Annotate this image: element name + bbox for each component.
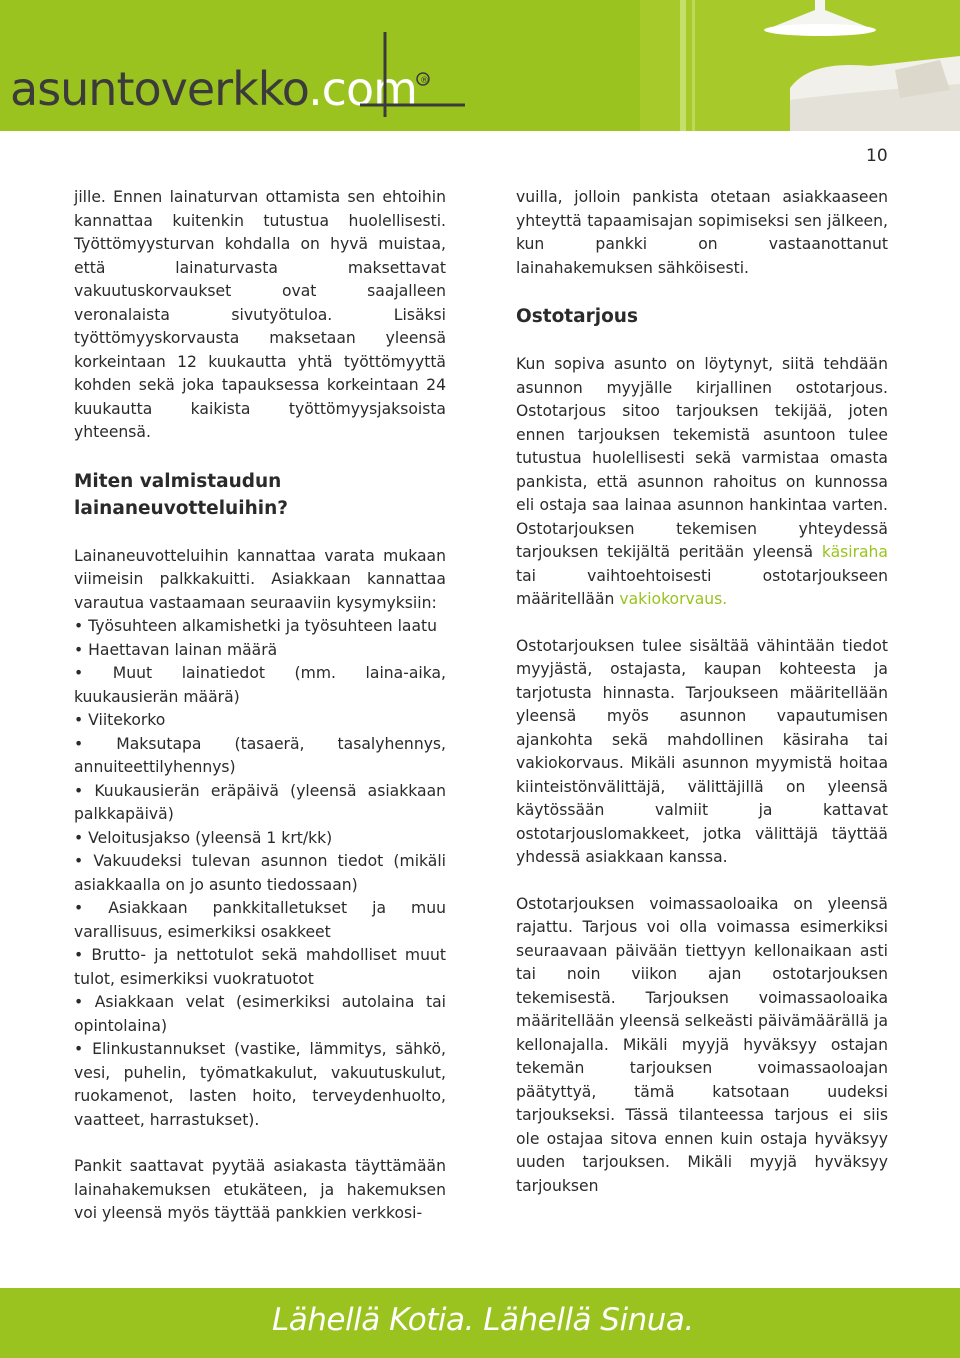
logo-main-text: asuntoverkko (10, 62, 309, 116)
section-heading-loan-negotiations: Miten valmistaudun lainaneuvotteluihin? (74, 470, 288, 519)
section-heading-purchase-offer: Ostotarjous (516, 306, 638, 327)
left-paragraph-3: Pankit saattavat pyytää asiakasta täyttämään lainahakemuksen etukäteen, ja hakemuksen voi yleensä myös täyttää pankkien verkkosi- (74, 1157, 446, 1222)
page-footer (0, 1288, 960, 1358)
list-item: • Maksutapa (tasaerä, tasalyhennys, annuiteettilyhennys) (74, 733, 446, 780)
header-photo-image (640, 0, 960, 131)
right-paragraph-2-part-b: tai vaihtoehtoisesti ostotarjoukseen määritellään (516, 566, 888, 608)
list-item: • Haettavan lainan määrä (74, 639, 446, 663)
right-paragraph-2-part-a: Kun sopiva asunto on löytynyt, siitä tehdään asunnon myyjälle kirjallinen ostotarjous. Ostotarjous sitoo tarjouksen tekijää, joten ennen tarjouksen tekemistä asuntoon tulee tutustua huolellisesti sekä varmistaa omasta pankista, että asunnon rahoitus on kunnossa eli ostaja saa lainaa asunnon hankintaa varten. Ostotarjouksen tekemisen yhteydessä tarjouksen tekijältä peritään yleensä (516, 355, 888, 561)
right-paragraph-3: Ostotarjouksen tulee sisältää vähintään tiedot myyjästä, ostajasta, kaupan kohteesta ja tarjotusta hinnasta. Tarjoukseen määritellään yleensä myös asunnon vapautumisen ajankohta sekä mahdollinen käsiraha tai vakiokorvaus. Mikäli asunnon myymistä hoitaa kiinteistönvälittäjä, välittäjillä on yleensä käytössään valmiit ja kattavat ostotarjouslomakkeet, jotka välittäjä täyttää yhdessä asiakkaan kanssa. (516, 636, 888, 866)
right-paragraph-4: Ostotarjouksen voimassaoloaika on yleensä rajattu. Tarjous voi olla voimassa esimerkiksi seuraavaan päivään tiettyyn kellonaikaan asti tai noin viikon ajan ostotarjouksen tekemisestä. Tarjouksen voimassaoloaika määritellään yleensä selkeästi päivämäärällä ja kellonajalla. Mikäli myyjä hyväksyy ostajan tekemän tarjouksen voimassaoloajan päätyttyä, tämä katsotaan uudeksi tarjoukseksi. Tässä tilanteessa tarjous ei siis ole ostajaa sitova ennen kuin ostaja hyväksyy uuden tarjouksen. Mikäli myyjä hyväksyy tarjouksen (516, 894, 888, 1195)
right-paragraph-2 (516, 353, 888, 612)
list-item: • Elinkustannukset (vastike, lämmitys, sähkö, vesi, puhelin, työmatkakulut, vakuutuskulut, ruokamenot, lasten hoito, terveydenhuolto, vaatteet, harrastukset). (74, 1038, 446, 1132)
page-number: 10 (866, 146, 888, 166)
list-item: • Vakuudeksi tulevan asunnon tiedot (mikäli asiakkaalla on jo asunto tiedossaan) (74, 850, 446, 897)
left-paragraph-1: jille. Ennen lainaturvan ottamista sen ehtoihin kannattaa kuitenkin tutustua huolellisesti. Työttömyysturvan kohdalla on hyvä muistaa, että lainaturvasta maksettavat vakuutuskorvaukset ovat saajalleen veronalaista sivutyötuloa. Lisäksi työttömyyskorvausta maksetaan yleensä korkeintaan 12 kuukautta yhtä työttömyyttä kohden sekä joka tapauksessa korkeintaan 24 kuukautta kaikista työttömyysjaksoista yhteensä. (74, 188, 446, 441)
page-header (0, 0, 960, 131)
link-vakiokorvaus[interactable]: vakiokorvaus (619, 590, 723, 608)
list-item: • Työsuhteen alkamishetki ja työsuhteen laatu (74, 615, 446, 639)
footer-slogan: Lähellä Kotia. Lähellä Sinua. (272, 1302, 694, 1338)
link-kasiraha[interactable]: käsiraha (821, 543, 888, 561)
list-item: • Muut lainatiedot (mm. laina-aika, kuukausierän määrä) (74, 662, 446, 709)
list-item: • Asiakkaan velat (esimerkiksi autolaina tai opintolaina) (74, 991, 446, 1038)
list-item: • Kuukausierän eräpäivä (yleensä asiakkaan palkkapäivä) (74, 780, 446, 827)
list-item: • Viitekorko (74, 709, 446, 733)
right-paragraph-1: vuilla, jolloin pankista otetaan asiakkaaseen yhteyttä tapaamisajan sopimiseksi sen jälkeen, kun pankki on vastaanottanut lainahakemuksen sähköisesti. (516, 188, 888, 277)
left-paragraph-2: Lainaneuvotteluihin kannattaa varata mukaan viimeisin palkkakuitti. Asiakkaan kannattaa varautua vastaamaan seuraaviin kysymyksiin: (74, 546, 446, 612)
list-item: • Veloitusjakso (yleensä 1 krt/kk) (74, 827, 446, 851)
left-column (74, 186, 446, 1226)
list-item: • Brutto- ja nettotulot sekä mahdolliset muut tulot, esimerkiksi vuokratuotot (74, 944, 446, 991)
registered-mark: ® (420, 76, 429, 86)
list-item: • Asiakkaan pankkitalletukset ja muu varallisuus, esimerkiksi osakkeet (74, 897, 446, 944)
right-paragraph-2-period: . (722, 590, 728, 608)
right-column (516, 186, 888, 1198)
logo-suffix-text: .com (308, 62, 417, 116)
logo-crosshair-icon (355, 22, 475, 122)
